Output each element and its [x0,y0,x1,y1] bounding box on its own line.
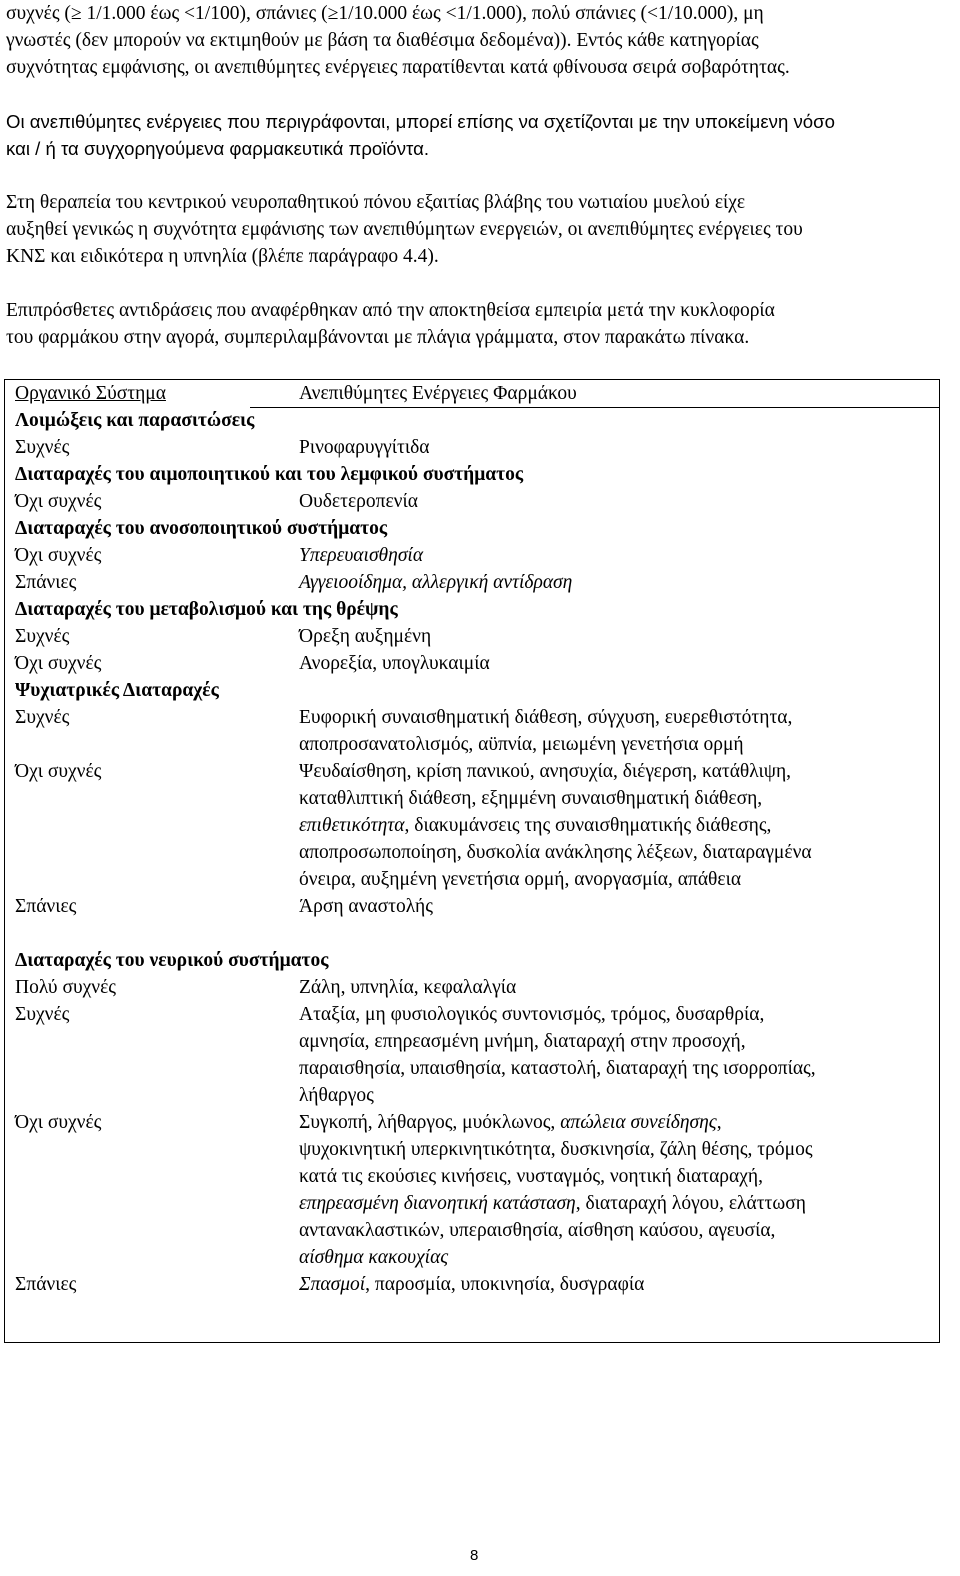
table-row [5,704,939,731]
reaction-cell [299,1109,722,1136]
table-row-continuation [5,812,939,839]
table-row [5,650,939,677]
italic-reaction: απώλεια συνείδησης [560,1112,717,1133]
reaction-cell [299,1271,644,1298]
category-psychiatric: Ψυχιατρικές Διαταραχές [15,680,219,701]
table-row-continuation [5,1217,939,1244]
frequency-cell: Όχι συχνές [15,1112,102,1133]
category-nervous-system: Διαταραχές του νευρικού συστήματος [15,950,329,971]
table-row [5,758,939,785]
category-metabolism: Διαταραχές του μεταβολισμού και της θρέψης [15,599,398,620]
table-row-continuation [5,1055,939,1082]
reaction-cell: αντανακλαστικών, υπεραισθησία, αίσθηση καύσου, αγευσία, [299,1220,776,1241]
table-row-continuation [5,839,939,866]
reaction-cell [299,1190,806,1217]
reaction-cell: αποπροσωποποίηση, δυσκολία ανάκλησης λέξεων, διαταραγμένα [299,842,812,863]
table-row-continuation [5,1028,939,1055]
category-immune: Διαταραχές του ανοσοποιητικού συστήματος [15,518,388,539]
table-row-continuation [5,1244,939,1271]
italic-reaction: επηρεασμένη διανοητική κατάσταση [299,1193,576,1214]
category-row [5,515,939,542]
text-run: 1/1.000 έως <1/100), σπάνιες ( [81,3,328,24]
table-row [5,1001,939,1028]
intro-paragraph-frequency [6,0,954,81]
reaction-cell: Ρινοφαρυγγίτιδα [299,437,430,458]
table-row-continuation [5,866,939,893]
reaction-cell: Αγγειοοίδημα, αλλεργική αντίδραση [299,572,573,593]
frequency-cell: Σπάνιες [15,896,77,917]
table-row-continuation [5,731,939,758]
frequency-cell: Όχι συχνές [15,491,102,512]
text-line: συχνότητας εμφάνισης, οι ανεπιθύμητες ενέργειες παρατίθενται κατά φθίνουσα σειρά σοβαρότητας. [6,57,790,78]
header-adverse-reactions: Ανεπιθύμητες Ενέργειες Φαρμάκου [299,383,577,404]
table-row [5,488,939,515]
reaction-cell: Υπερευαισθησία [299,545,424,566]
text-run: Συγκοπή, λήθαργος, μυόκλωνος, [299,1112,561,1133]
table-row-continuation [5,785,939,812]
table-header-row [5,380,939,407]
header-organ-system: Οργανικό Σύστημα [15,383,166,404]
table-row [5,569,939,596]
text-run: συχνές ( [6,3,71,24]
frequency-cell: Συχνές [15,707,70,728]
spacer-row [5,920,939,947]
text-run: , [716,1112,722,1133]
page-number: 8 [470,1547,479,1564]
reaction-cell: παραισθησία, υπαισθησία, καταστολή, διαταραχή της ισορροπίας, [299,1058,816,1079]
frequency-cell: Συχνές [15,437,70,458]
reaction-cell: Άρση αναστολής [299,896,433,917]
reaction-cell: Ζάλη, υπνηλία, κεφαλαλγία [299,977,517,998]
reaction-cell: Αταξία, μη φυσιολογικός συντονισμός, τρόμος, δυσαρθρία, [299,1004,765,1025]
frequency-cell: Όχι συχνές [15,653,102,674]
italic-reaction: επιθετικότητα [299,815,405,836]
text-line: αυξηθεί γενικώς η συχνότητα εμφάνισης των ανεπιθύμητων ενεργειών, οι ανεπιθύμητες ενέργειες του [6,219,803,240]
table-row [5,974,939,1001]
table-row [5,893,939,920]
text-line: Στη θεραπεία του κεντρικού νευροπαθητικού πόνου εξαιτίας βλάβης του νωτιαίου μυελού είχε [6,192,746,213]
intro-paragraph-postmarketing [6,297,954,351]
text-run: 1/10.000 έως <1/1.000), πολύ σπάνιες (<1/10.000), μη [338,3,764,24]
reaction-cell: αποπροσανατολισμός, αϋπνία, μειωμένη γενετήσια ορμή [299,734,744,755]
reaction-cell: Ουδετεροπενία [299,491,418,512]
table-row-continuation [5,1190,939,1217]
category-blood: Διαταραχές του αιμοποιητικού και του λεμφικού συστήματος [15,464,524,485]
frequency-cell: Όχι συχνές [15,545,102,566]
table-row-continuation [5,1082,939,1109]
italic-reaction: Σπασμοί [299,1274,366,1295]
text-line: γνωστές (δεν μπορούν να εκτιμηθούν με βάση τα διαθέσιμα δεδομένα)). Εντός κάθε κατηγορίας [6,30,759,51]
table-row [5,1271,939,1298]
table-row-continuation [5,1136,939,1163]
frequency-cell: Όχι συχνές [15,761,102,782]
text-run: , διακυμάνσεις της συναισθηματικής διάθεσης, [404,815,772,836]
table-row [5,434,939,461]
table-row-continuation [5,1163,939,1190]
category-row [5,596,939,623]
category-row [5,461,939,488]
text-line: και / ή τα συγχορηγούμενα φαρμακευτικά προϊόντα. [6,138,430,159]
reaction-cell: αίσθημα κακουχίας [299,1247,449,1268]
intro-paragraph-spinal-cord [6,189,954,270]
text-line: του φαρμάκου στην αγορά, συμπεριλαμβάνονται με πλάγια γράμματα, στον παρακάτω πίνακα. [6,327,750,348]
reaction-cell [299,812,771,839]
reaction-cell: κατά τις εκούσιες κινήσεις, νυσταγμός, νοητική διαταραχή, [299,1166,763,1187]
ge-symbol: ≥ [327,3,339,24]
reaction-cell: αμνησία, επηρεασμένη μνήμη, διαταραχή στην προσοχή, [299,1031,746,1052]
frequency-cell: Πολύ συχνές [15,977,117,998]
category-row [5,947,939,974]
frequency-cell: Σπάνιες [15,572,77,593]
adverse-reactions-table [4,379,940,1343]
text-run: , παροσμία, υποκινησία, δυσγραφία [365,1274,645,1295]
frequency-cell: Συχνές [15,1004,70,1025]
category-row [5,677,939,704]
reaction-cell: λήθαργος [299,1085,374,1106]
intro-paragraph-underlying-disease [6,108,954,162]
reaction-cell: Ευφορική συναισθηματική διάθεση, σύγχυση, ευερεθιστότητα, [299,707,793,728]
ge-symbol: ≥ [70,3,82,24]
reaction-cell: Ανορεξία, υπογλυκαιμία [299,653,490,674]
reaction-cell: Όρεξη αυξημένη [299,626,432,647]
table-row [5,623,939,650]
frequency-cell: Σπάνιες [15,1274,77,1295]
category-row [5,407,939,434]
table-row [5,1109,939,1136]
frequency-cell: Συχνές [15,626,70,647]
reaction-cell: Ψευδαίσθηση, κρίση πανικού, ανησυχία, διέγερση, κατάθλιψη, [299,761,792,782]
reaction-cell: καταθλιπτική διάθεση, εξημμένη συναισθηματική διάθεση, [299,788,763,809]
text-line: Επιπρόσθετες αντιδράσεις που αναφέρθηκαν από την αποκτηθείσα εμπειρία μετά την κυκλοφορία [6,300,775,321]
text-line: ΚΝΣ και ειδικότερα η υπνηλία (βλέπε παράγραφο 4.4). [6,246,439,267]
text-run: , διαταραχή λόγου, ελάττωση [575,1193,806,1214]
table-row [5,542,939,569]
reaction-cell: όνειρα, αυξημένη γενετήσια ορμή, ανοργασμία, απάθεια [299,869,742,890]
text-line: Οι ανεπιθύμητες ενέργειες που περιγράφονται, μπορεί επίσης να σχετίζονται με την υποκείμενη νόσο [6,111,835,132]
reaction-cell: ψυχοκινητική υπερκινητικότητα, δυσκινησία, ζάλη θέσης, τρόμος [299,1139,813,1160]
text-line [6,0,954,27]
category-infections: Λοιμώξεις και παρασιτώσεις [15,410,255,431]
